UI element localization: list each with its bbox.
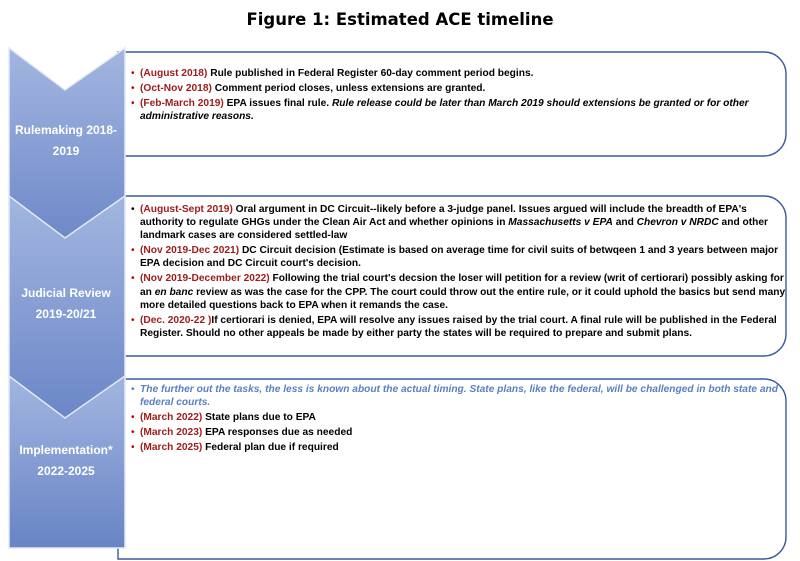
rulemaking-content <box>131 67 786 125</box>
stage-label-line2: 2019-20/21 <box>35 307 97 321</box>
judicial-review-content <box>131 203 786 342</box>
list-item: • (Nov 2019-Dec 2021) DC Circuit decision (Estimate is based on average time for civil suits of betwqeen 1 and 3 years between major EPA decision and DC Circuit court's decision. <box>131 244 786 270</box>
stage-label-line2: 2019 <box>52 144 80 158</box>
implementation-content <box>131 383 786 456</box>
list-item: • (Nov 2019-December 2022) Following the trial court's decsion the loser will petition for a review (writ of certiorari) possibly asking for an en banc review as was the case for the CPP. The court could throw out the entire rule, or it could uphold the basics but send many more detailed questions back to EPA when it remands the case. <box>131 272 786 311</box>
list-item: • (March 2022) State plans due to EPA <box>131 411 786 424</box>
list-item: • (Dec. 2020-22 )If certiorari is denied, EPA will resolve any issues raised by the trial court. A final rule will be published in the Federal Register. Should no other appeals be made by either party the states will be required to prepare and submit plans. <box>131 314 786 340</box>
list-item: • (Oct-Nov 2018) Comment period closes, unless extensions are granted. <box>131 82 786 95</box>
list-item: • (Feb-March 2019) EPA issues final rule. Rule release could be later than March 2019 should extensions be granted or for other administrative reasons. <box>131 97 786 123</box>
list-item: • The further out the tasks, the less is known about the actual timing. State plans, like the federal, will be challenged in both state and federal courts. <box>131 383 786 409</box>
stage-label-line1: Implementation* <box>19 443 113 457</box>
stage-label-line1: Judicial Review <box>21 286 111 300</box>
stage-label-rulemaking <box>6 120 126 162</box>
stage-label-implementation <box>6 440 126 482</box>
stage-label-line1: Rulemaking 2018- <box>14 123 118 137</box>
list-item: • (August 2018) Rule published in Federal Register 60-day comment period begins. <box>131 67 786 80</box>
stage-label-line2: 2022-2025 <box>37 464 95 478</box>
list-item: • (March 2023) EPA responses due as needed <box>131 426 786 439</box>
list-item: • (March 2025) Federal plan due if required <box>131 441 786 454</box>
stage-label-judicial-review <box>6 283 126 325</box>
list-item: • (August-Sept 2019) Oral argument in DC Circuit--likely before a 3-judge panel. Issues argued will include the breadth of EPA's authority to regulate GHGs under the Clean Air Act and whether opinions in Massachusetts v EPA and Chevron v NRDC and other landmark cases are considered settled-law <box>131 203 786 242</box>
figure-title: Figure 1: Estimated ACE timeline <box>246 10 554 29</box>
